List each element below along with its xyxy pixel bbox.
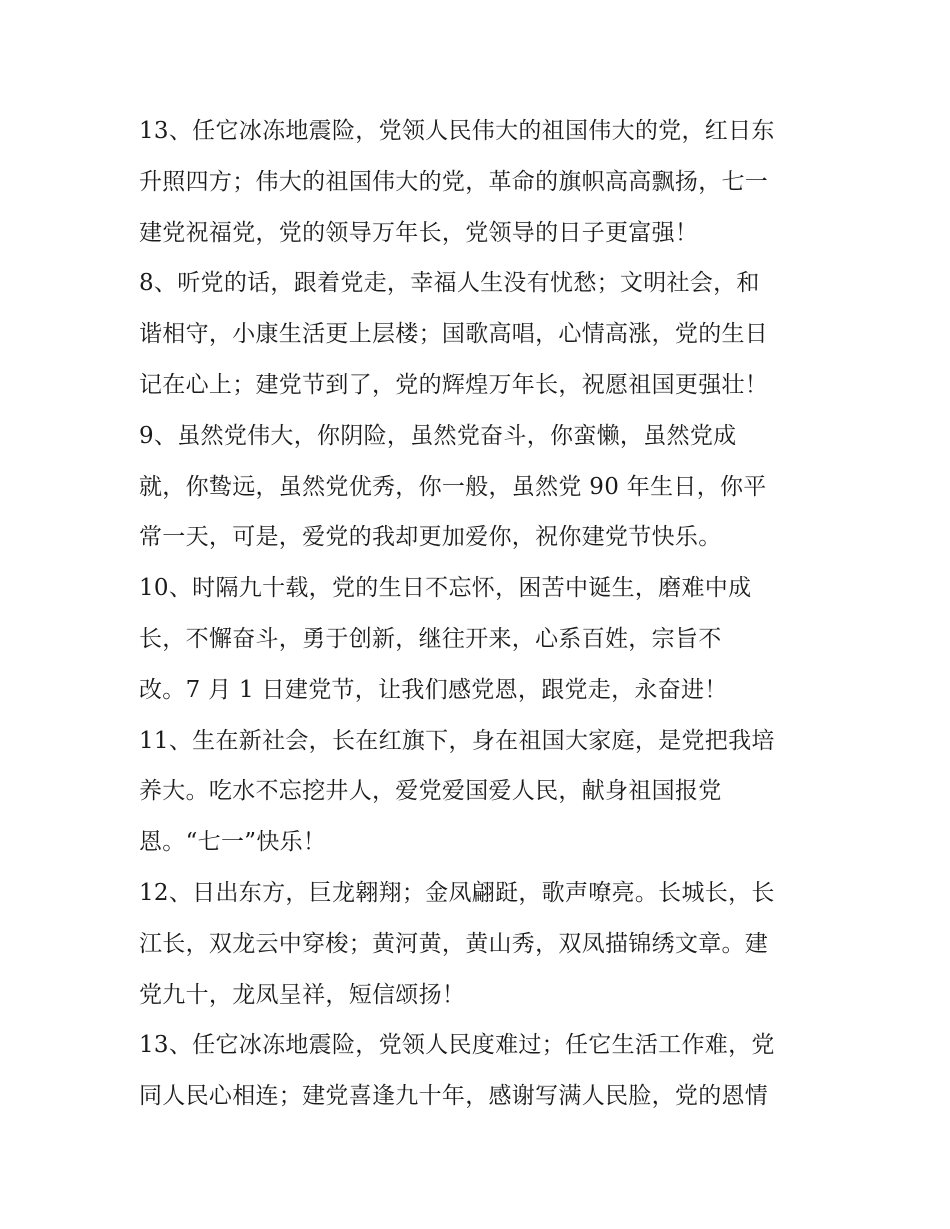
text-line: 养大。吃水不忘挖井人，爱党爱国爱人民，献身祖国报党 xyxy=(139,778,722,805)
text-line: 记在心上；建党节到了，党的辉煌万年长，祝愿祖国更强壮！ xyxy=(139,371,769,398)
text-line: 恩。“七一”快乐！ xyxy=(139,829,327,856)
text-line: 13、任它冰冻地震险，党领人民度难过；任它生活工作难，党 xyxy=(139,1032,775,1059)
text-line: 8、听党的话，跟着党走，幸福人生没有忧愁；文明社会，和 xyxy=(139,270,760,297)
text-line: 12、日出东方，巨龙翱翔；金凤翩跹，歌声嘹亮。长城长，长 xyxy=(139,879,775,906)
text-line: 13、任它冰冻地震险，党领人民伟大的祖国伟大的党，红日东 xyxy=(139,118,775,144)
text-line: 长，不懈奋斗，勇于创新，继往开来，心系百姓，宗旨不 xyxy=(139,625,722,652)
text-line: 建党祝福党，党的领导万年长，党领导的日子更富强！ xyxy=(139,219,699,246)
text-line: 10、时隔九十载，党的生日不忘怀，困苦中诞生，磨难中成 xyxy=(139,575,752,602)
text-line: 常一天，可是，爱党的我却更加爱你，祝你建党节快乐。 xyxy=(139,524,722,551)
text-line: 江长，双龙云中穿梭；黄河黄，黄山秀，双凤描锦绣文章。建 xyxy=(139,930,769,957)
text-line: 党九十，龙凤呈祥，短信颂扬！ xyxy=(139,981,466,1008)
text-line: 就，你鸷远，虽然党优秀，你一般，虽然党 90 年生日，你平 xyxy=(139,473,767,500)
text-line: 改。7 月 1 日建党节，让我们感党恩，跟党走，永奋进！ xyxy=(139,676,728,703)
text-line: 同人民心相连；建党喜逢九十年，感谢写满人民脸，党的恩情 xyxy=(139,1083,769,1110)
text-line: 谐相守，小康生活更上层楼；国歌高唱，心情高涨，党的生日 xyxy=(139,321,769,348)
document-body xyxy=(139,106,839,1122)
text-line: 11、生在新社会，长在红旗下，身在祖国大家庭，是党把我培 xyxy=(139,727,775,754)
text-line: 9、虽然党伟大，你阴险，虽然党奋斗，你蛮懒，虽然党成 xyxy=(139,422,737,449)
text-line: 升照四方；伟大的祖国伟大的党，革命的旗帜高高飘扬，七一 xyxy=(139,168,769,195)
